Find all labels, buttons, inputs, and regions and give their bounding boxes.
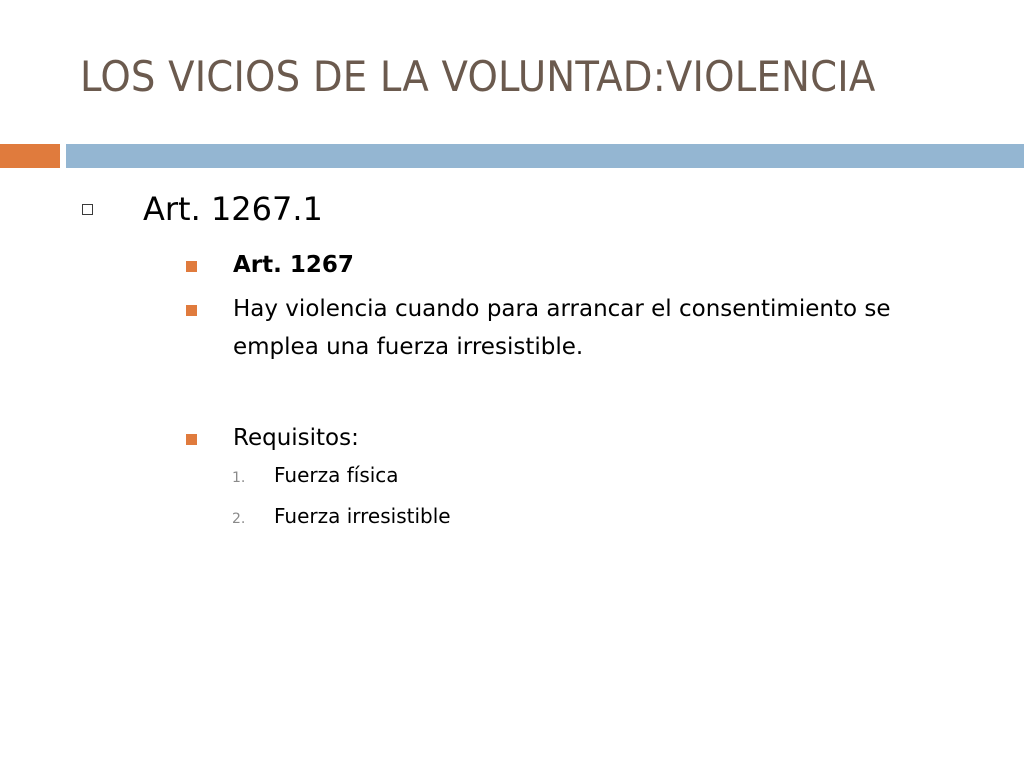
- sub-bullet-art: [186, 252, 953, 284]
- level1-text: Art. 1267.1: [143, 190, 323, 228]
- sub-bullet-text: Hay violencia cuando para arrancar el consentimiento se emplea una fuerza irresistible.: [233, 296, 891, 360]
- sub-bullet-requisitos: [186, 425, 953, 457]
- hollow-square-bullet-icon: [82, 204, 93, 215]
- level1-bullet: [82, 190, 323, 228]
- sub-bullet-text: Requisitos:: [233, 425, 359, 451]
- accent-bar-blue: [66, 144, 1024, 168]
- list-number: 1.: [232, 470, 246, 486]
- filled-square-bullet-icon: [186, 434, 197, 445]
- requisito-item: [232, 463, 399, 487]
- list-number: 2.: [232, 511, 246, 527]
- slide-title: LOS VICIOS DE LA VOLUNTAD:VIOLENCIA: [80, 52, 876, 101]
- filled-square-bullet-icon: [186, 305, 197, 316]
- requisito-item: [232, 504, 451, 528]
- filled-square-bullet-icon: [186, 261, 197, 272]
- requisito-text: Fuerza física: [274, 463, 399, 487]
- requisito-text: Fuerza irresistible: [274, 504, 451, 528]
- sub-bullet-text: Art. 1267: [233, 252, 354, 278]
- sub-bullet-definition: [186, 296, 953, 366]
- accent-bar-orange: [0, 144, 60, 168]
